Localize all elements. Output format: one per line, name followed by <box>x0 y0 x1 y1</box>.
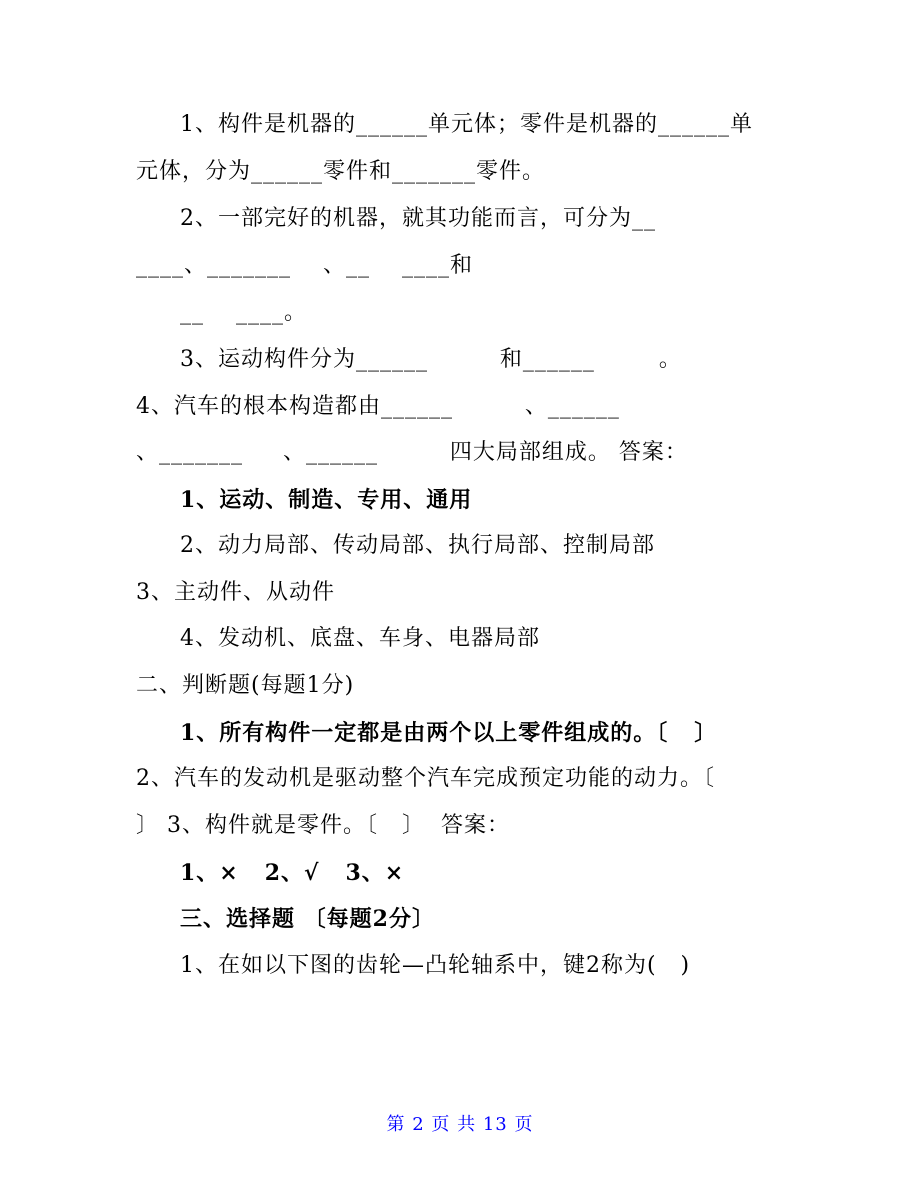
fill-blank-q1-line2: 元体，分为______零件和_______零件。 <box>136 159 546 184</box>
judgement-answers: 1、× 2、√ 3、× <box>180 860 405 886</box>
fill-blank-q1-line1: 1、构件是机器的______单元体；零件是机器的______单 <box>180 112 753 137</box>
judgement-q1: 1、所有构件一定都是由两个以上零件组成的。〔 〕 <box>180 720 718 746</box>
judgement-q3-and-answer-label: 〕 3、构件就是零件。〔 〕 答案： <box>136 813 510 838</box>
fill-blank-q4-line1: 4、汽车的根本构造都由______ 、______ <box>136 394 620 419</box>
fill-blank-q2-line3: __ ____。 <box>180 300 307 325</box>
page-footer: 第 2 页 共 13 页 <box>386 1114 534 1135</box>
fill-blank-q4-line2: 、_______ 、______ 四大局部组成。 答案： <box>136 440 688 465</box>
fill-blank-q3: 3、运动构件分为______ 和______ 。 <box>180 347 682 372</box>
answer-2: 2、动力局部、传动局部、执行局部、控制局部 <box>180 533 655 558</box>
answer-4: 4、发动机、底盘、车身、电器局部 <box>180 626 540 651</box>
answer-3: 3、主动件、从动件 <box>136 580 335 605</box>
answer-1: 1、运动、制造、专用、通用 <box>180 487 473 513</box>
fill-blank-q2-line2: ____、_______ 、__ ____和 <box>136 253 473 278</box>
fill-blank-q2-line1: 2、一部完好的机器，就其功能而言，可分为__ <box>180 206 656 231</box>
choice-q1: 1、在如以下图的齿轮—凸轮轴系中，键2称为( ) <box>180 953 691 978</box>
section-heading-judgement: 二、判断题(每题1分) <box>136 673 355 698</box>
section-heading-choice: 三、选择题 〔每题2分〕 <box>180 906 435 932</box>
judgement-q2: 2、汽车的发动机是驱动整个汽车完成预定功能的动力。〔 <box>136 766 715 791</box>
